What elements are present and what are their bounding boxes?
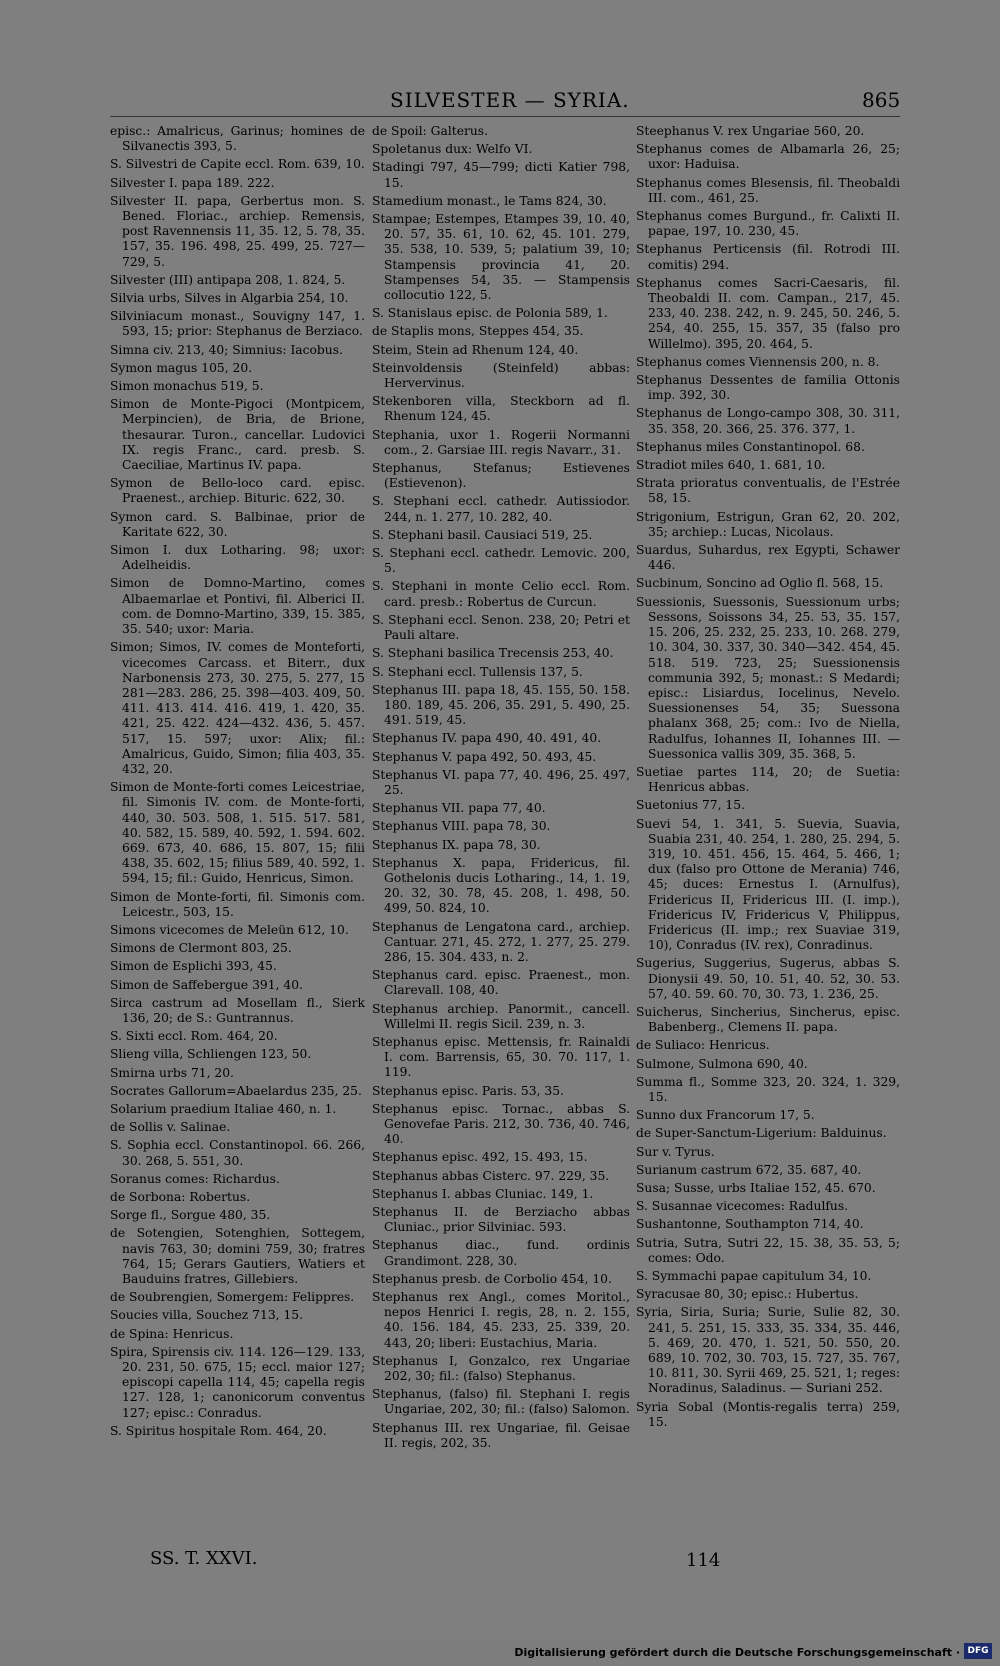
index-entry: Silvester I. papa 189. 222. (110, 175, 275, 190)
index-entry: Stadingi 797, 45—799; dicti Katier 798, 15. (372, 160, 630, 190)
index-entry: Stephania, uxor 1. Rogerii Normanni com., 2. Garsiae III. regis Navarr., 31. (372, 427, 630, 457)
index-entry: Stephanus de Longo-campo 308, 30. 311, 35. 358, 20. 366, 25. 376. 377, 1. (636, 406, 900, 436)
index-entry: S. Sixti eccl. Rom. 464, 20. (110, 1029, 278, 1044)
index-entry: Sugerius, Suggerius, Sugerus, abbas S. Dionysii 49. 50, 10. 51, 40. 52, 30. 53. 57, 40. 59. 60. 70, 30. 73, 1. 236, 25. (636, 956, 900, 1001)
index-entry: Socrates Gallorum=Abaelardus 235, 25. (110, 1083, 362, 1098)
index-entry: Stephanus Perticensis (fil. Rotrodi III. comitis) 294. (636, 242, 900, 272)
dfg-logo: DFG (964, 1643, 992, 1659)
index-entry: S. Stephani basilica Trecensis 253, 40. (372, 646, 614, 661)
index-entry: Sunno dux Francorum 17, 5. (636, 1108, 815, 1123)
index-entry: Solarium praedium Italiae 460, n. 1. (110, 1101, 337, 1116)
index-entry: Simon de Saffebergue 391, 40. (110, 977, 303, 992)
index-entry: Soucies villa, Souchez 713, 15. (110, 1308, 304, 1323)
index-entry: Simna civ. 213, 40; Simnius: Iacobus. (110, 342, 343, 357)
page-header (0, 88, 1000, 118)
index-entry: Sirca castrum ad Mosellam fl., Sierk 136, 20; de S.: Guntrannus. (110, 995, 365, 1025)
index-entry: Stephanus, (falso) fil. Stephani I. regis Ungariae, 202, 30; fil.: (falso) Salomon. (372, 1387, 630, 1417)
index-entry: Stephanus IX. papa 78, 30. (372, 837, 541, 852)
sheet-signature: 114 (686, 1550, 721, 1571)
index-entry: Soranus comes: Richardus. (110, 1171, 280, 1186)
index-entry: Stephanus episc. 492, 15. 493, 15. (372, 1150, 588, 1165)
index-entry: Spoletanus dux: Welfo VI. (372, 142, 533, 157)
volume-signature: SS. T. XXVI. (150, 1548, 258, 1569)
index-entry: Suicherus, Sincherius, Sincherus, episc. Babenberg., Clemens II. papa. (636, 1004, 900, 1035)
index-column-2 (372, 124, 630, 1454)
index-entry: Stradiot miles 640, 1. 681, 10. (636, 458, 826, 473)
index-entry: episc.: Amalricus, Garinus; homines de Silvanectis 393, 5. (110, 124, 365, 154)
index-entry: Stephanus comes de Albamarla 26, 25; uxor: Haduisa. (636, 142, 900, 172)
index-entry: Strata prioratus conventualis, de l'Estrée 58, 15. (636, 476, 900, 506)
index-entry: Simon de Domno-Martino, comes Albaemarlae et Pontivi, fil. Alberici II. com. de Domno-Martino, 339, 15. 385, 35. 540; uxor: Maria. (110, 576, 365, 637)
index-entry: Symon de Bello-loco card. episc. Praenest., archiep. Bituric. 622, 30. (110, 476, 365, 506)
index-entry: Stephanus episc. Paris. 53, 35. (372, 1083, 564, 1098)
index-entry: Simon de Monte-Pigoci (Montpicem, Merpincien), de Bria, de Brione, thesaurar. Turon., cancellar. Ludovici IX. regis Franc., card. presb. S. Caeciliae, Martinus IV. papa. (110, 397, 365, 473)
digitization-credit: Digitalisierung gefördert durch die Deutsche Forschungsgemeinschaft · (514, 1646, 960, 1659)
index-entry: Stephanus III. papa 18, 45. 155, 50. 158. 180. 189, 45. 206, 35. 291, 5. 490, 25. 491. 519, 45. (372, 682, 630, 728)
index-entry: Sutria, Sutra, Sutri 22, 15. 38, 35. 53, 5; comes: Odo. (636, 1235, 900, 1265)
index-entry: Stephanus III. rex Ungariae, fil. Geisae II. regis, 202, 35. (372, 1420, 630, 1450)
index-entry: Stephanus II. de Berziacho abbas Cluniac., prior Silviniac. 593. (372, 1205, 630, 1235)
index-entry: Stephanus VIII. papa 78, 30. (372, 819, 551, 834)
index-entry: Simon monachus 519, 5. (110, 379, 264, 394)
index-entry: Stephanus de Lengatona card., archiep. Cantuar. 271, 45. 272, 1. 277, 25. 279. 286, 15. 304. 433, n. 2. (372, 919, 630, 964)
index-entry: Stephanus V. papa 492, 50. 493, 45. (372, 749, 597, 764)
index-entry: Simon de Monte-forti, fil. Simonis com. Leicestr., 503, 15. (110, 889, 365, 919)
index-entry: Simon de Esplichi 393, 45. (110, 959, 277, 974)
index-entry: de Staplis mons, Steppes 454, 35. (372, 324, 584, 339)
index-entry: Simons de Clermont 803, 25. (110, 941, 292, 956)
index-entry: Strigonium, Estrigun, Gran 62, 20. 202, 35; archiep.: Lucas, Nicolaus. (636, 509, 900, 539)
index-entry: Stephanus comes Viennensis 200, n. 8. (636, 354, 880, 369)
index-column-3 (636, 124, 900, 1433)
index-entry: Sulmone, Sulmona 690, 40. (636, 1056, 808, 1071)
index-entry: Stephanus miles Constantinopol. 68. (636, 439, 865, 454)
index-entry: Simons vicecomes de Meleün 612, 10. (110, 922, 349, 937)
index-entry: Symon card. S. Balbinae, prior de Karitate 622, 30. (110, 509, 365, 539)
index-entry: Stephanus VI. papa 77, 40. 496, 25. 497, 25. (372, 767, 630, 797)
index-entry: Silvester (III) antipapa 208, 1. 824, 5. (110, 272, 346, 287)
index-entry: de Spina: Henricus. (110, 1326, 234, 1341)
index-entry: Stephanus I. abbas Cluniac. 149, 1. (372, 1186, 594, 1201)
index-entry: Stephanus archiep. Panormit., cancell. Willelmi II. regis Sicil. 239, n. 3. (372, 1001, 630, 1031)
index-entry: Silvia urbs, Silves in Algarbia 254, 10. (110, 291, 349, 306)
index-entry: S. Silvestri de Capite eccl. Rom. 639, 10. (110, 157, 365, 172)
index-entry: Suevi 54, 1. 341, 5. Suevia, Suavia, Suabia 231, 40. 254, 1. 280, 25. 294, 5. 319, 10. 451. 456, 15. 464, 5. 466, 1; dux (falso pro Ottone de Merania) 746, 45; duces: Ernestus I. (Arnulfus), Fridericus II, Fridericus III. (I. imp.), Fridericus IV, Fridericus V, Philippus, Fridericus (II. imp.; rex Suaviae 319, 10), Conradus (IV. rex), Conradinus. (636, 816, 900, 953)
index-entry: S. Stephani eccl. Senon. 238, 20; Petri et Pauli altare. (372, 612, 630, 643)
index-entry: Suetonius 77, 15. (636, 798, 745, 813)
index-entry: Stephanus I, Gonzalco, rex Ungariae 202, 30; fil.: (falso) Stephanus. (372, 1353, 630, 1384)
index-entry: Simon de Monte-forti comes Leicestriae, fil. Simonis IV. com. de Monte-forti, 440, 30. 503. 508, 1. 515. 517. 581, 40. 582, 15. 589, 40. 592, 1. 594. 602. 669. 673, 40. 686, 15. 807, 15; filii 438, 35. 602, 15; filius 589, 40. 592, 1. 594, 15; fil.: Guido, Henricus, Simon. (110, 780, 365, 886)
index-entry: Surianum castrum 672, 35. 687, 40. (636, 1162, 862, 1177)
index-entry: Simon I. dux Lotharing. 98; uxor: Adelheidis. (110, 543, 365, 573)
index-column-1 (110, 124, 365, 1442)
index-entry: Steinvoldensis (Steinfeld) abbas: Hervervinus. (372, 360, 630, 391)
index-entry: S. Symmachi papae capitulum 34, 10. (636, 1269, 872, 1284)
index-entry: Syria Sobal (Montis-regalis terra) 259, 15. (636, 1399, 900, 1429)
index-entry: de Soubrengien, Somergem: Felippres. (110, 1290, 355, 1305)
index-entry: de Sorbona: Robertus. (110, 1190, 251, 1204)
index-entry: S. Sophia eccl. Constantinopol. 66. 266, 30. 268, 5. 551, 30. (110, 1138, 365, 1168)
index-entry: Syracusae 80, 30; episc.: Hubertus. (636, 1287, 859, 1302)
index-entry: de Sotengien, Sotenghien, Sottegem, navis 763, 30; domini 759, 30; fratres 764, 15; Gerars Gautiers, Watiers et Bauduins fratres, Gillebiers. (110, 1226, 365, 1287)
index-entry: Stephanus comes Blesensis, fil. Theobaldi III. com., 461, 25. (636, 175, 900, 205)
index-entry: Simon; Simos, IV. comes de Monteforti, vicecomes Carcass. et Biterr., dux Narbonensis 273, 30. 275, 5. 277, 15 281—283. 286, 25. 398—403. 409, 50. 411. 413. 414. 416. 419, 1. 420, 35. 421, 25. 422. 424—432. 436, 5. 457. 517, 15. 597; uxor: Alix; fil.: Amalricus, Guido, Simon; filia 403, 35. 432, 20. (110, 640, 365, 776)
index-entry: S. Stephani basil. Causiaci 519, 25. (372, 527, 593, 542)
index-entry: Silvester II. papa, Gerbertus mon. S. Bened. Floriac., archiep. Remensis, post Ravennensis 11, 35. 12, 5. 78, 35. 157, 35. 196. 498, 25. 499, 25. 727—729, 5. (110, 193, 365, 269)
index-entry: de Sollis v. Salinae. (110, 1120, 231, 1135)
index-entry: Stampae; Estempes, Etampes 39, 10. 40, 20. 57, 35. 61, 10. 62, 45. 101. 279, 35. 538, 10. 539, 5; palatium 39, 10; Stampensis provincia 41, 20. Stampenses 54, 35. — Stampensis collocutio 122, 5. (372, 212, 630, 303)
index-entry: S. Stephani in monte Celio eccl. Rom. card. presb.: Robertus de Curcun. (372, 579, 630, 609)
index-entry: Stephanus episc. Tornac., abbas S. Genovefae Paris. 212, 30. 736, 40. 746, 40. (372, 1101, 630, 1147)
index-entry: S. Stephani eccl. cathedr. Lemovic. 200, 5. (372, 546, 630, 576)
index-entry: Summa fl., Somme 323, 20. 324, 1. 329, 15. (636, 1074, 900, 1104)
index-entry: S. Stephani eccl. cathedr. Autissiodor. 244, n. 1. 277, 10. 282, 40. (372, 494, 630, 524)
index-entry: S. Stephani eccl. Tullensis 137, 5. (372, 664, 583, 679)
index-entry: Suessionis, Suessonis, Suessionum urbs; Sessons, Soissons 34, 25. 53, 35. 157, 15. 206, 25. 232, 25. 233, 10. 268. 279, 10. 304, 30. 337, 30. 340—342. 454, 45. 518. 519. 723, 25; Suessionensis communia 392, 5; monast.: S Medardi; episc.: Lisiardus, Iocelinus, Nevelo. Suessionenses 54, 35; Suessona phalanx 368, 25; com.: Ivo de Niella, Radulfus, Iohannes II, Iohannes III. — Suessonica vallis 309, 35. 368, 5. (636, 594, 900, 761)
index-entry: Stephanus rex Angl., comes Moritol., nepos Henrici I. regis, 28, n. 2. 155, 40. 156. 184, 45. 233, 25. 339, 20. 443, 20; liberi: Eustachius, Maria. (372, 1290, 630, 1350)
index-entry: Stephanus VII. papa 77, 40. (372, 801, 546, 816)
index-entry: Stephanus episc. Mettensis, fr. Rainaldi I. com. Barrensis, 65, 30. 70. 117, 1. 119. (372, 1034, 630, 1080)
page-number: 865 (862, 88, 901, 112)
index-entry: Sorge fl., Sorgue 480, 35. (110, 1208, 271, 1223)
index-entry: Sushantonne, Southampton 714, 40. (636, 1217, 864, 1232)
index-entry: Slieng villa, Schliengen 123, 50. (110, 1047, 312, 1062)
index-entry: Steim, Stein ad Rhenum 124, 40. (372, 342, 579, 357)
index-entry: de Super-Sanctum-Ligerium: Balduinus. (636, 1126, 887, 1141)
index-entry: Suetiae partes 114, 20; de Suetia: Henricus abbas. (636, 764, 900, 795)
index-entry: de Spoil: Galterus. (372, 124, 488, 138)
index-entry: Syria, Siria, Suria; Surie, Sulie 82, 30. 241, 5. 251, 15. 333, 35. 334, 35. 446, 5. 469, 20. 470, 1. 521, 50. 550, 20. 689, 10. 702, 30. 703, 15. 727, 35. 767, 10. 811, 30. Syrii 469, 25. 521, 1; reges: Noradinus, Saladinus. — Suriani 252. (636, 1305, 900, 1396)
running-title: SILVESTER — SYRIA. (390, 88, 630, 112)
index-entry: Stephanus comes Sacri-Caesaris, fil. Theobaldi II. com. Campan., 217, 45. 233, 40. 238. 242, n. 9. 245, 50. 246, 5. 254, 40. 255, 15. 357, 35 (falso pro Willelmo). 395, 20. 464, 5. (636, 275, 900, 351)
index-entry: Stamedium monast., le Tams 824, 30. (372, 193, 607, 208)
index-entry: S. Stanislaus episc. de Polonia 589, 1. (372, 306, 608, 321)
index-entry: Symon magus 105, 20. (110, 360, 253, 375)
index-entry: Stephanus card. episc. Praenest., mon. Clarevall. 108, 40. (372, 968, 630, 998)
index-entry: S. Susannae vicecomes: Radulfus. (636, 1199, 849, 1214)
index-entry: Sucbinum, Soncino ad Oglio fl. 568, 15. (636, 576, 884, 591)
index-entry: Stephanus X. papa, Fridericus, fil. Gothelonis ducis Lotharing., 14, 1. 19, 20. 32, 30. 78, 45. 208, 1. 498, 50. 499, 50. 824, 10. (372, 855, 630, 916)
index-entry: Suardus, Suhardus, rex Egypti, Schawer 446. (636, 543, 900, 573)
index-entry: S. Spiritus hospitale Rom. 464, 20. (110, 1423, 327, 1438)
index-entry: Steephanus V. rex Ungariae 560, 20. (636, 124, 865, 138)
index-entry: Silviniacum monast., Souvigny 147, 1. 593, 15; prior: Stephanus de Berziaco. (110, 309, 365, 339)
index-entry: Stephanus Dessentes de familia Ottonis imp. 392, 30. (636, 373, 900, 403)
index-entry: Stekenboren villa, Steckborn ad fl. Rhenum 124, 45. (372, 394, 630, 424)
index-entry: Stephanus diac., fund. ordinis Grandimont. 228, 30. (372, 1238, 630, 1268)
header-rule (110, 116, 900, 117)
index-entry: Stephanus abbas Cisterc. 97. 229, 35. (372, 1168, 610, 1183)
index-entry: Stephanus presb. de Corbolio 454, 10. (372, 1271, 612, 1286)
index-entry: Stephanus comes Burgund., fr. Calixti II. papae, 197, 10. 230, 45. (636, 209, 900, 239)
index-entry: Stephanus IV. papa 490, 40. 491, 40. (372, 731, 602, 746)
index-entry: Susa; Susse, urbs Italiae 152, 45. 670. (636, 1181, 876, 1195)
index-entry: Smirna urbs 71, 20. (110, 1065, 234, 1080)
index-entry: Sur v. Tyrus. (636, 1144, 715, 1159)
index-entry: de Suliaco: Henricus. (636, 1038, 770, 1053)
index-entry: Stephanus, Stefanus; Estievenes (Estievenon). (372, 461, 630, 491)
index-entry: Spira, Spirensis civ. 114. 126—129. 133, 20. 231, 50. 675, 15; eccl. maior 127; episcopi capella 114, 45; capella regis 127. 128, 1; canonicorum conventus 127; episc.: Conradus. (110, 1344, 365, 1420)
